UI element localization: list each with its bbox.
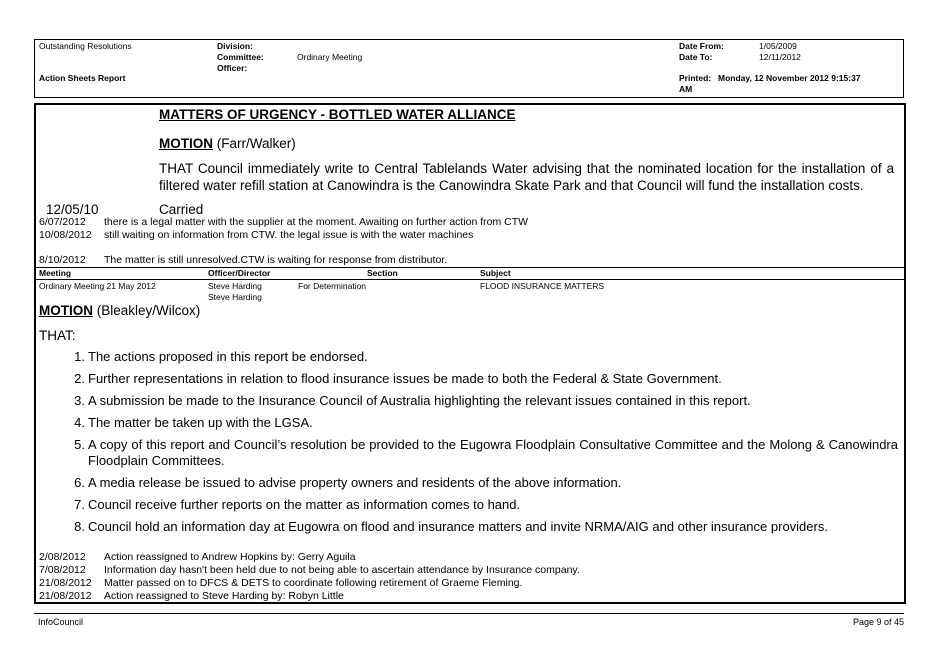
date-to-value: 12/11/2012: [759, 52, 801, 62]
flood-note-date: 21/08/2012: [39, 590, 92, 602]
printed-value: Monday, 12 November 2012 9:15:37: [718, 73, 861, 83]
item-number: 2.: [74, 371, 85, 386]
motion-movers: (Bleakley/Wilcox): [93, 303, 201, 318]
item-text: A submission be made to the Insurance Council of Australia highlighting the relevant issues contained in this report.: [88, 393, 751, 408]
flood-note-date: 7/08/2012: [39, 564, 86, 576]
flood-motion: [39, 302, 200, 319]
motion-movers: (Farr/Walker): [213, 136, 296, 151]
divider: [36, 279, 904, 280]
item-text: A media release be issued to advise property owners and residents of the above information.: [88, 475, 622, 490]
item-text: Council hold an information day at Eugowra on flood and insurance matters and invite NRMA/AIG and other insurance providers.: [88, 519, 828, 534]
item-number: 8.: [74, 519, 85, 534]
item-number: 7.: [74, 497, 85, 512]
item-text: A copy of this report and Council’s resolution be provided to the Eugowra Floodplain Consultative Committee and the Molong & Canowindra Floodplain Committees.: [88, 437, 898, 468]
motion-label: MOTION: [159, 136, 213, 151]
item-number: 5.: [74, 437, 85, 452]
item-number: 3.: [74, 393, 85, 408]
date-to-label: Date To:: [679, 52, 713, 62]
urgency-note-text: there is a legal matter with the supplier at the moment. Awaiting on further action from CTW: [104, 216, 529, 228]
urgency-date: 12/05/10: [46, 202, 99, 217]
officer-label: Officer:: [217, 63, 248, 73]
col-meeting-header: Meeting: [39, 268, 72, 278]
footer-divider: [34, 613, 904, 614]
flood-note-text: Action reassigned to Steve Harding by: Robyn Little: [104, 590, 344, 602]
item-text: Further representations in relation to flood insurance issues be made to both the Federal & State Government.: [88, 371, 722, 386]
urgency-motion-text: THAT Council immediately write to Central Tablelands Water advising that the nominated location for the installation of a filtered water refill station at Canowindra is the Canowindra Skate Park and that Council will fund the installation costs.: [159, 161, 894, 193]
flood-note-text: Action reassigned to Andrew Hopkins by: Gerry Aguila: [104, 551, 356, 563]
urgency-note-date: 6/07/2012: [39, 216, 86, 228]
urgency-motion: [159, 135, 296, 152]
report-header: [34, 39, 904, 98]
printed-value-am: AM: [679, 84, 693, 94]
flood-that: THAT:: [39, 328, 76, 343]
urgency-heading: MATTERS OF URGENCY - BOTTLED WATER ALLIANCE: [159, 107, 516, 122]
report-name: Action Sheets Report: [39, 73, 126, 83]
committee-label: Committee:: [217, 52, 264, 62]
item-text: Council receive further reports on the matter as information comes to hand.: [88, 497, 521, 512]
motion-label: MOTION: [39, 303, 93, 318]
flood-note-text: Information day hasn't been held due to not being able to ascertain attendance by Insurance company.: [104, 564, 580, 576]
flood-meeting: Ordinary Meeting 21 May 2012: [39, 281, 156, 291]
report-title: Outstanding Resolutions: [39, 41, 132, 51]
flood-note-date: 21/08/2012: [39, 577, 92, 589]
flood-note-text: Matter passed on to DFCS & DETS to coordinate following retirement of Graeme Fleming.: [104, 577, 523, 589]
urgency-note-text: The matter is still unresolved.CTW is waiting for response from distributor.: [104, 254, 448, 266]
resolutions-box: [34, 103, 906, 604]
item-text: The matter be taken up with the LGSA.: [88, 415, 313, 430]
flood-note-date: 2/08/2012: [39, 551, 86, 563]
item-number: 4.: [74, 415, 85, 430]
col-section-header: Section: [367, 268, 398, 278]
flood-officer: Steve Harding: [208, 292, 262, 302]
item-number: 1.: [74, 349, 85, 364]
item-number: 6.: [74, 475, 85, 490]
date-from-value: 1/05/2009: [759, 41, 797, 51]
col-officer-header: Officer/Director: [208, 268, 271, 278]
urgency-note-text: still waiting on information from CTW. the legal issue is with the water machines: [104, 229, 474, 241]
urgency-note-date: 8/10/2012: [39, 254, 86, 266]
flood-subject: FLOOD INSURANCE MATTERS: [480, 281, 605, 291]
footer-brand: InfoCouncil: [38, 617, 84, 627]
date-from-label: Date From:: [679, 41, 724, 51]
flood-officer: Steve Harding: [208, 281, 262, 291]
item-text: The actions proposed in this report be endorsed.: [88, 349, 368, 364]
urgency-status: Carried: [159, 202, 204, 217]
flood-section: For Determination: [298, 281, 367, 291]
division-label: Division:: [217, 41, 253, 51]
committee-value: Ordinary Meeting: [297, 52, 363, 62]
printed-label: Printed:: [679, 73, 712, 83]
urgency-note-date: 10/08/2012: [39, 229, 92, 241]
col-subject-header: Subject: [480, 268, 511, 278]
page-number: Page 9 of 45: [852, 617, 904, 627]
divider: [36, 267, 904, 268]
